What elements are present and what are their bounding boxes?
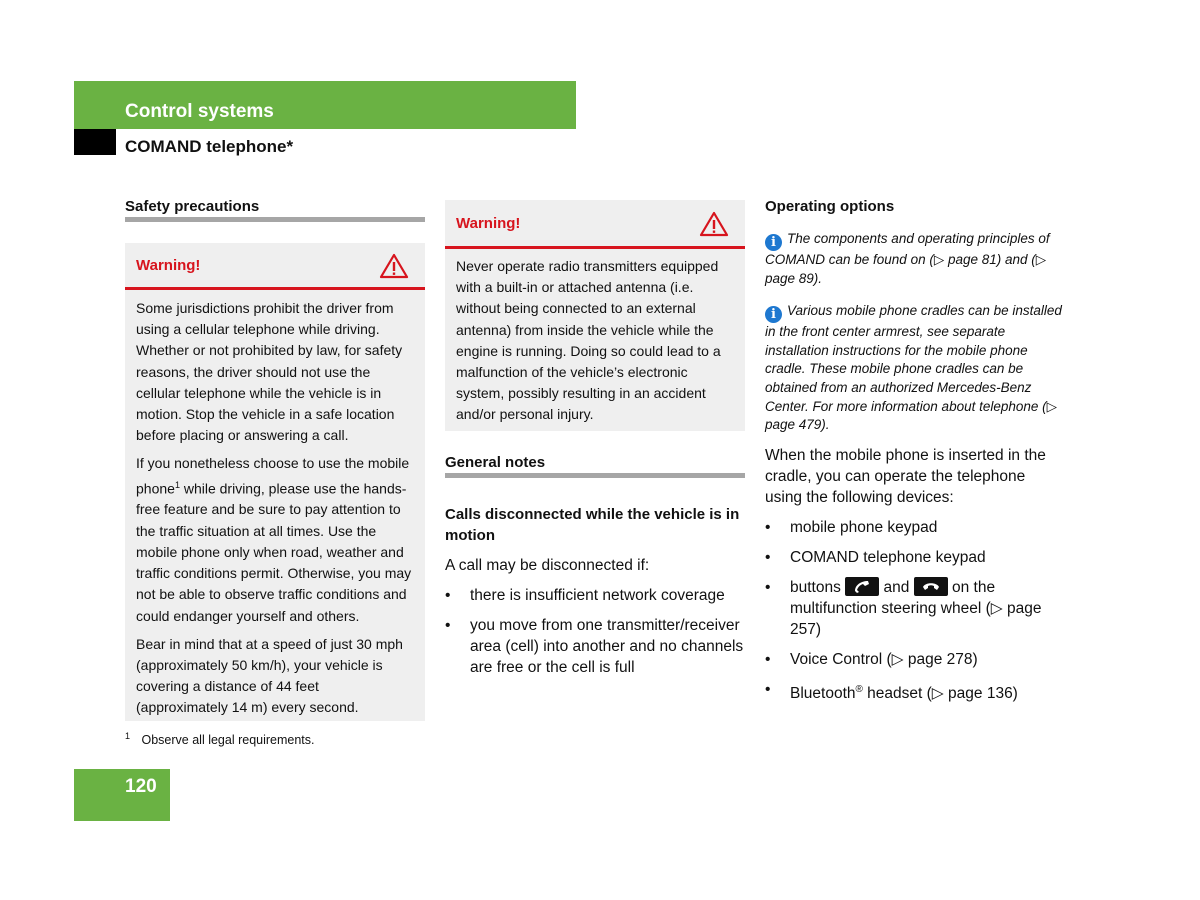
warning-body xyxy=(125,290,425,732)
warning-body xyxy=(445,249,745,439)
registered-mark: ® xyxy=(855,683,863,695)
info-icon: i xyxy=(765,234,782,251)
phone-end-call-key-icon xyxy=(914,577,948,596)
warning-triangle-icon xyxy=(699,211,729,237)
operating-options-content xyxy=(765,230,1065,713)
warning-header xyxy=(125,243,425,290)
devices-intro: When the mobile phone is inserted in the cradle, you can operate the telephone using the following devices: xyxy=(765,446,1046,506)
footnote-text: Observe all legal requirements. xyxy=(141,733,315,748)
header-marker xyxy=(74,129,116,155)
warning-paragraph: Never operate radio transmitters equipped with a built-in or attached antenna (i.e. without being connected to an external antenna) from inside the vehicle while the engine is running. Doing so could lead to a malfunction of the vehicle’s electronic system, possibly resulting in an accident and/or personal injury. xyxy=(456,258,721,423)
warning-paragraph: Some jurisdictions prohibit the driver from using a cellular telephone while driving. Whether or not prohibited by law, for safety reasons, the driver should not use the cellular telephone while the vehicle is in motion. Stop the vehicle in a safe location before placing or answering a call. xyxy=(136,300,403,444)
warning-box-driving xyxy=(125,243,425,721)
operating-options-heading: Operating options xyxy=(765,198,895,215)
disconnect-reasons-list xyxy=(445,585,745,678)
page-number: 120 xyxy=(125,776,157,797)
list-item: • Bluetooth® headset (▷ page 136) xyxy=(765,680,1018,702)
list-item: • buttons and on the multifunction steering wheel (▷ page 257) xyxy=(765,578,1042,638)
warning-title: Warning! xyxy=(136,257,201,274)
list-item: • COMAND telephone keypad xyxy=(765,548,986,566)
heading-rule xyxy=(125,217,425,222)
warning-header xyxy=(445,200,745,249)
subsection-title: COMAND telephone* xyxy=(125,137,294,156)
footnote xyxy=(125,728,425,748)
warning-paragraph: Bear in mind that at a speed of just 30 mph (approximately 50 km/h), your vehicle is covering a distance of 44 feet (approximately 14 m) every second. xyxy=(136,635,403,716)
footnote-mark: 1 xyxy=(125,731,131,741)
section-title: Control systems xyxy=(125,101,274,122)
calls-disconnected-subheading: Calls disconnected while the vehicle is in motion xyxy=(445,506,740,544)
warning-title: Warning! xyxy=(456,215,521,232)
heading-rule xyxy=(445,473,745,478)
list-item: • Voice Control (▷ page 278) xyxy=(765,650,978,668)
list-item: • mobile phone keypad xyxy=(765,518,938,536)
info-note: i Various mobile phone cradles can be installed in the front center armrest, see separate installation instructions for the mobile phone cradle. These mobile phone cradles can be obtained from an authorized Mercedes-Benz Center. For more information about telephone (▷ page 479). xyxy=(765,303,1062,433)
phone-answer-key-icon xyxy=(845,577,879,596)
warning-box-radio xyxy=(445,200,745,431)
warning-paragraph: If you nonetheless choose to use the mobile phone$^1$ while driving, please use the hands-free feature and be sure to pay attention to the traffic situation at all times. Use the mobile phone only when road, weather and traffic conditions permit. Otherwise, you may not be able to observe traffic conditions and could endanger yourself and others. xyxy=(136,455,412,624)
devices-list xyxy=(765,517,1065,704)
info-icon: i xyxy=(765,306,782,323)
list-item: • there is insufficient network coverage xyxy=(445,587,725,604)
info-note: i The components and operating principles of COMAND can be found on (▷ page 81) and (▷ page 89). xyxy=(765,231,1050,286)
intro-text: A call may be disconnected if: xyxy=(445,557,650,574)
safety-precautions-heading: Safety precautions xyxy=(125,198,260,215)
footnote-ref: 1 xyxy=(174,479,180,490)
general-notes-heading: General notes xyxy=(445,454,546,471)
list-item: • you move from one transmitter/receiver area (cell) into another and no channels are free or the cell is full xyxy=(445,617,744,676)
warning-triangle-icon xyxy=(379,253,409,279)
general-notes-content xyxy=(445,555,745,687)
